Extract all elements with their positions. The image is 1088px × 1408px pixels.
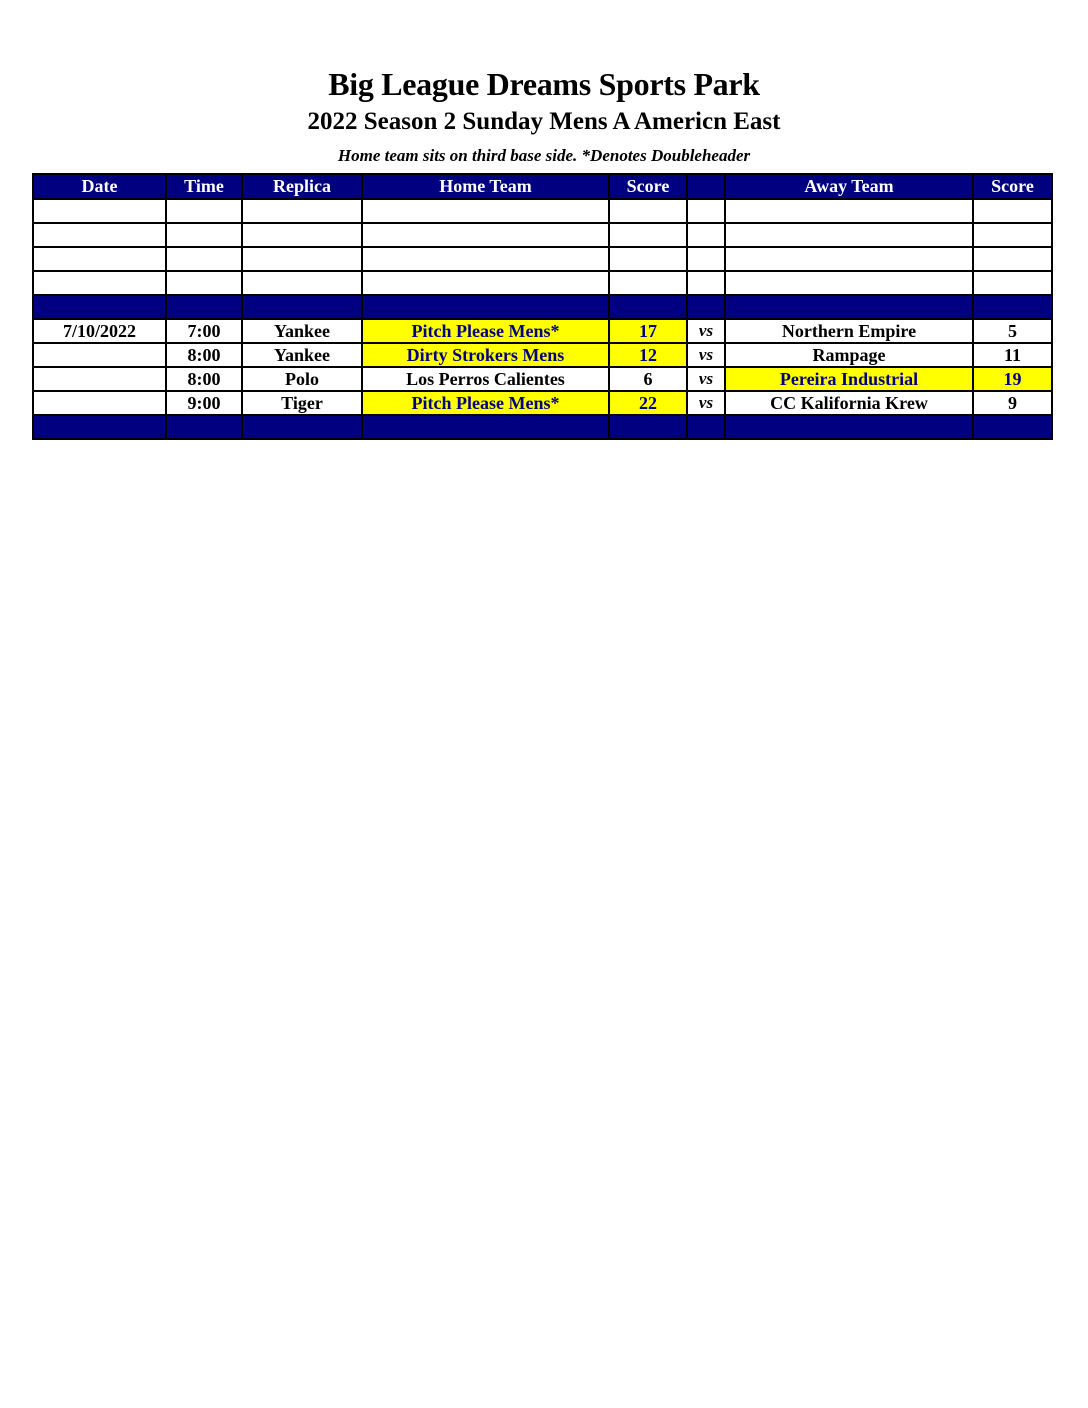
page-subtitle: 2022 Season 2 Sunday Mens A Americn East bbox=[307, 108, 781, 135]
home-score: 22 bbox=[609, 391, 687, 415]
away-score: 19 bbox=[973, 367, 1052, 391]
away-team: Rampage bbox=[725, 343, 973, 367]
home-team: Pitch Please Mens* bbox=[362, 319, 609, 343]
home-score: 17 bbox=[609, 319, 687, 343]
page-title: Big League Dreams Sports Park bbox=[328, 66, 760, 102]
col-header-away-score: Score bbox=[973, 174, 1052, 199]
game-row bbox=[33, 391, 1052, 415]
away-team: CC Kalifornia Krew bbox=[725, 391, 973, 415]
game-replica: Polo bbox=[242, 367, 362, 391]
game-date bbox=[33, 391, 166, 415]
separator-band bbox=[33, 295, 1052, 319]
away-score: 11 bbox=[973, 343, 1052, 367]
vs-label: vs bbox=[687, 367, 725, 391]
game-time: 9:00 bbox=[166, 391, 242, 415]
home-score: 6 bbox=[609, 367, 687, 391]
game-row bbox=[33, 343, 1052, 367]
vs-label: vs bbox=[687, 391, 725, 415]
vs-label: vs bbox=[687, 319, 725, 343]
game-row bbox=[33, 319, 1052, 343]
away-team: Northern Empire bbox=[725, 319, 973, 343]
col-header-away-team: Away Team bbox=[725, 174, 973, 199]
game-replica: Yankee bbox=[242, 343, 362, 367]
home-team: Los Perros Calientes bbox=[362, 367, 609, 391]
table-header-row bbox=[33, 174, 1052, 199]
col-header-time: Time bbox=[166, 174, 242, 199]
game-row bbox=[33, 367, 1052, 391]
game-date: 7/10/2022 bbox=[33, 319, 166, 343]
empty-row bbox=[33, 199, 1052, 223]
game-date bbox=[33, 367, 166, 391]
empty-row bbox=[33, 223, 1052, 247]
separator-band bbox=[33, 415, 1052, 439]
vs-label: vs bbox=[687, 343, 725, 367]
empty-row bbox=[33, 247, 1052, 271]
col-header-replica: Replica bbox=[242, 174, 362, 199]
game-date bbox=[33, 343, 166, 367]
col-header-vs bbox=[687, 174, 725, 199]
home-score: 12 bbox=[609, 343, 687, 367]
col-header-home-team: Home Team bbox=[362, 174, 609, 199]
away-team: Pereira Industrial bbox=[725, 367, 973, 391]
game-replica: Tiger bbox=[242, 391, 362, 415]
game-replica: Yankee bbox=[242, 319, 362, 343]
away-score: 5 bbox=[973, 319, 1052, 343]
schedule-table bbox=[32, 173, 1053, 440]
home-team: Dirty Strokers Mens bbox=[362, 343, 609, 367]
empty-row bbox=[33, 271, 1052, 295]
home-team: Pitch Please Mens* bbox=[362, 391, 609, 415]
col-header-date: Date bbox=[33, 174, 166, 199]
away-score: 9 bbox=[973, 391, 1052, 415]
game-time: 7:00 bbox=[166, 319, 242, 343]
game-time: 8:00 bbox=[166, 343, 242, 367]
game-time: 8:00 bbox=[166, 367, 242, 391]
col-header-home-score: Score bbox=[609, 174, 687, 199]
page-note: Home team sits on third base side. *Denotes Doubleheader bbox=[337, 146, 751, 165]
